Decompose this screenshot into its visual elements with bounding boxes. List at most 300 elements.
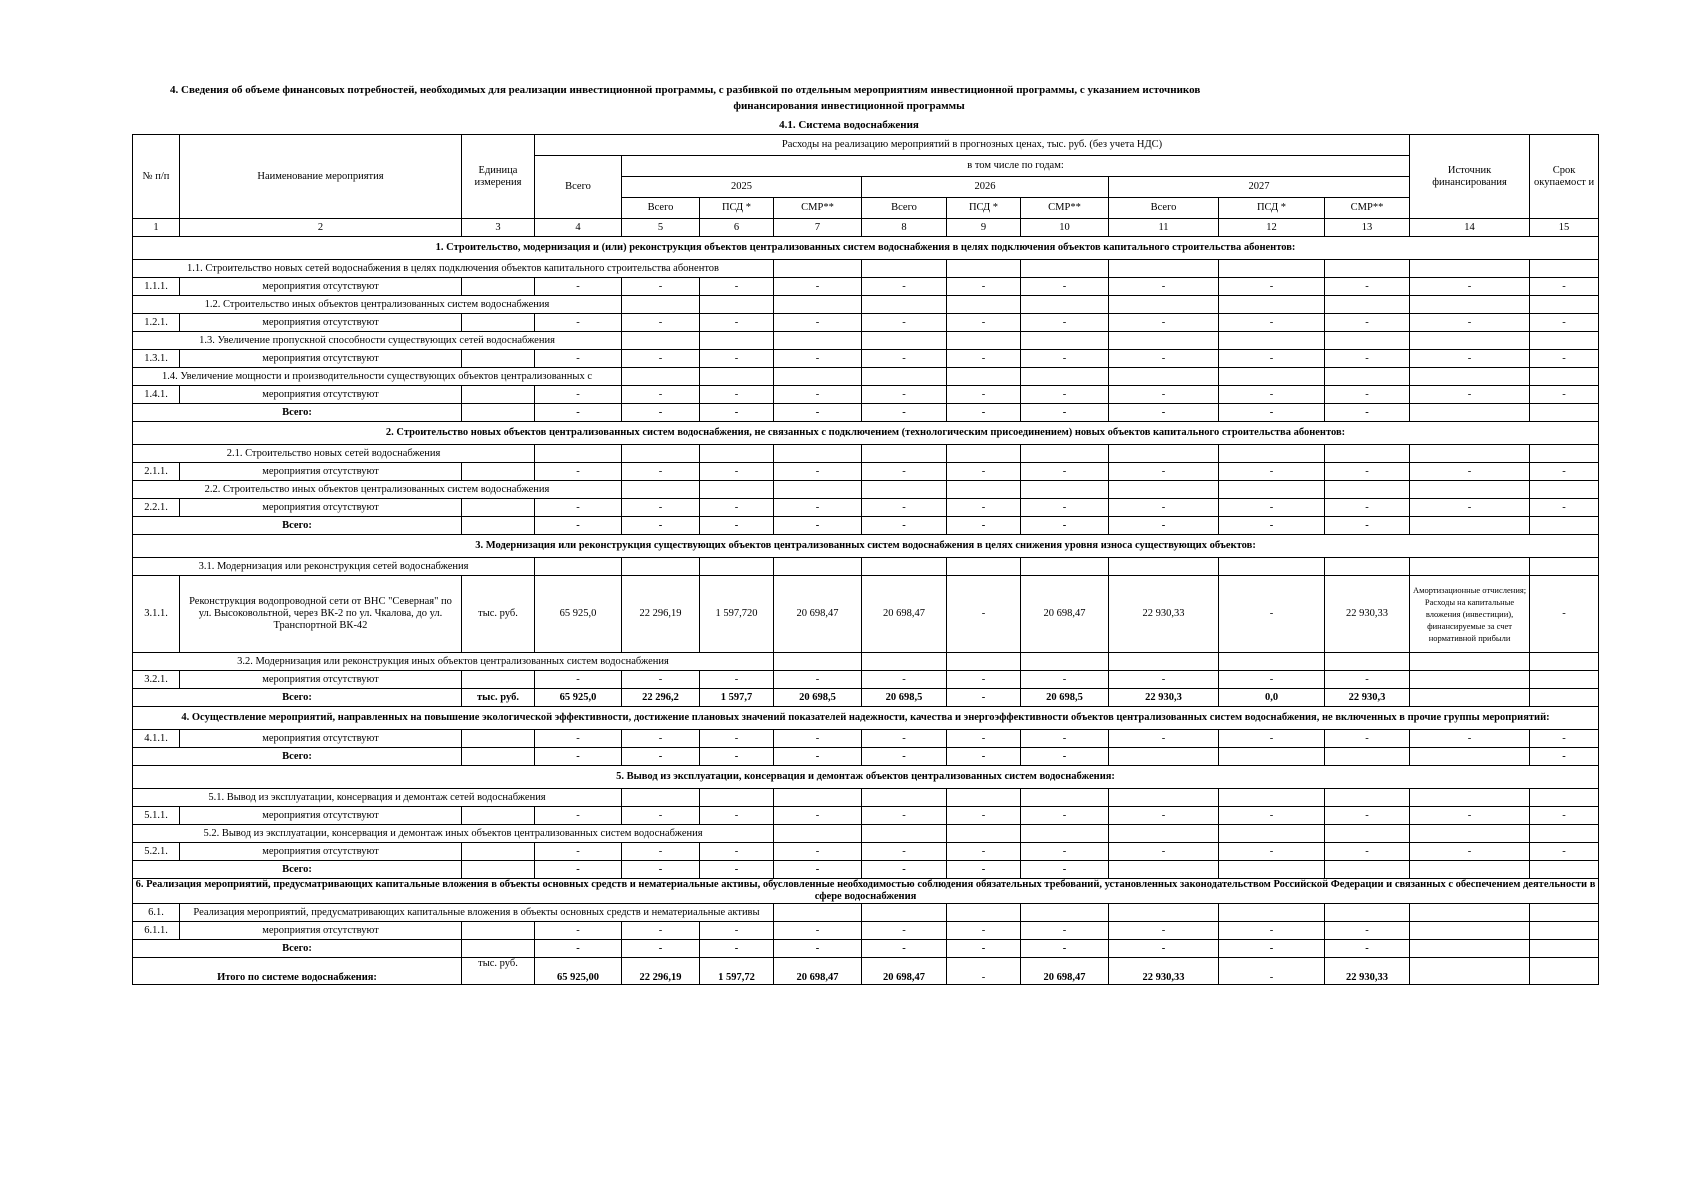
row-name: Реконструкция водопроводной сети от ВНС "Северная" по ул. Высоковольтной, через ВК-2 по ул. Чкалова, до ул. Транспортной ВК-42 xyxy=(180,576,462,653)
total-label: Всего: xyxy=(133,748,462,766)
empty-value-dash: - xyxy=(1325,463,1410,481)
header-sub: ПСД * xyxy=(700,198,774,219)
header-sub: СМР** xyxy=(1325,198,1410,219)
empty-value-dash: - xyxy=(535,748,622,766)
col-number: 9 xyxy=(947,219,1021,237)
row-number: 2.2.1. xyxy=(133,499,180,517)
total-label: Всего: xyxy=(133,940,462,958)
subsection-title: 1.4. Увеличение мощности и производительности существующих объектов централизованных с xyxy=(133,368,622,386)
empty-value-dash: - xyxy=(622,517,700,535)
empty-value-dash: - xyxy=(1021,517,1109,535)
row-number: 6.1. xyxy=(133,904,180,922)
empty-value-dash: - xyxy=(862,730,947,748)
empty-value-dash: - xyxy=(947,314,1021,332)
col-number: 5 xyxy=(622,219,700,237)
row-name: мероприятия отсутствуют xyxy=(180,350,462,368)
header-sub: Всего xyxy=(862,198,947,219)
empty-value-dash: - xyxy=(862,748,947,766)
empty-value-dash: - xyxy=(1021,386,1109,404)
row-name: мероприятия отсутствуют xyxy=(180,807,462,825)
subsection-title: 3.1. Модернизация или реконструкция сетей водоснабжения xyxy=(133,558,535,576)
empty-value-dash: - xyxy=(947,922,1021,940)
total-label: Всего: xyxy=(133,517,462,535)
empty-value-dash: - xyxy=(1410,386,1530,404)
empty-value-dash: - xyxy=(862,861,947,879)
empty-value-dash: - xyxy=(947,671,1021,689)
table-row xyxy=(133,386,1599,404)
empty-value-dash: - xyxy=(1109,350,1219,368)
empty-value-dash: - xyxy=(1325,386,1410,404)
empty-value-dash: - xyxy=(862,671,947,689)
value-cell: 1 597,720 xyxy=(700,576,774,653)
empty-value-dash: - xyxy=(1219,499,1325,517)
empty-value-dash: - xyxy=(774,861,862,879)
value-cell: 1 597,7 xyxy=(700,689,774,707)
empty-value-dash: - xyxy=(622,922,700,940)
empty-value-dash: - xyxy=(535,940,622,958)
subsection-row xyxy=(133,825,1599,843)
empty-value-dash: - xyxy=(1109,314,1219,332)
empty-value-dash: - xyxy=(774,314,862,332)
empty-value-dash: - xyxy=(1109,463,1219,481)
subsection-title: 1.1. Строительство новых сетей водоснабжения в целях подключения объектов капитального строительства абонентов xyxy=(133,260,774,278)
empty-value-dash: - xyxy=(700,278,774,296)
empty-value-dash: - xyxy=(622,404,700,422)
empty-value-dash: - xyxy=(1109,922,1219,940)
empty-value-dash: - xyxy=(622,278,700,296)
empty-value-dash: - xyxy=(535,278,622,296)
empty-value-dash: - xyxy=(535,807,622,825)
table-row xyxy=(133,499,1599,517)
empty-value-dash: - xyxy=(1021,350,1109,368)
empty-value-dash: - xyxy=(622,314,700,332)
empty-value-dash: - xyxy=(1021,922,1109,940)
subsection-row xyxy=(133,789,1599,807)
empty-value-dash: - xyxy=(1530,843,1599,861)
empty-value-dash: - xyxy=(1219,386,1325,404)
section-row xyxy=(133,707,1599,730)
table-row xyxy=(133,730,1599,748)
empty-value-dash: - xyxy=(947,940,1021,958)
empty-value-dash: - xyxy=(947,517,1021,535)
row-name: мероприятия отсутствуют xyxy=(180,386,462,404)
row-number: 2.1.1. xyxy=(133,463,180,481)
empty-value-dash: - xyxy=(1219,940,1325,958)
empty-value-dash: - xyxy=(947,730,1021,748)
empty-value-dash: - xyxy=(862,463,947,481)
subsection-title: 3.2. Модернизация или реконструкция иных объектов централизованных систем водоснабжения xyxy=(133,653,774,671)
header-year: 2027 xyxy=(1109,177,1410,198)
empty-value-dash: - xyxy=(1410,350,1530,368)
row-unit: тыс. руб. xyxy=(462,576,535,653)
table-row xyxy=(133,314,1599,332)
value-cell: 20 698,47 xyxy=(1021,576,1109,653)
col-number: 11 xyxy=(1109,219,1219,237)
empty-value-dash: - xyxy=(1410,463,1530,481)
empty-value-dash: - xyxy=(535,386,622,404)
empty-value-dash: - xyxy=(774,730,862,748)
empty-value-dash: - xyxy=(700,350,774,368)
header-costs: Расходы на реализацию мероприятий в прогнозных ценах, тыс. руб. (без учета НДС) xyxy=(535,135,1410,156)
empty-value-dash: - xyxy=(1530,350,1599,368)
empty-value-dash: - xyxy=(1325,499,1410,517)
empty-value-dash: - xyxy=(1530,748,1599,766)
value-cell: 22 296,19 xyxy=(622,958,700,985)
value-cell: 65 925,0 xyxy=(535,689,622,707)
row-number: 1.1.1. xyxy=(133,278,180,296)
empty-value-dash: - xyxy=(700,843,774,861)
section-row xyxy=(133,237,1599,260)
empty-value-dash: - xyxy=(700,748,774,766)
empty-value-dash: - xyxy=(1021,278,1109,296)
table-row xyxy=(133,350,1599,368)
empty-value-dash: - xyxy=(1410,843,1530,861)
empty-value-dash: - xyxy=(774,748,862,766)
row-name: мероприятия отсутствуют xyxy=(180,499,462,517)
empty-value-dash: - xyxy=(1021,940,1109,958)
empty-value-dash: - xyxy=(700,940,774,958)
empty-value-dash: - xyxy=(1219,730,1325,748)
table-row xyxy=(133,463,1599,481)
empty-value-dash: - xyxy=(535,861,622,879)
empty-value-dash: - xyxy=(1219,404,1325,422)
empty-value-dash: - xyxy=(622,861,700,879)
empty-value-dash: - xyxy=(622,671,700,689)
subsection-row xyxy=(133,904,1599,922)
header-source: Источник финансирования xyxy=(1410,135,1530,219)
empty-value-dash: - xyxy=(947,386,1021,404)
empty-value-dash: - xyxy=(1109,278,1219,296)
section-6-title: 6. Реализация мероприятий, предусматривающих капитальные вложения в объекты основных средств и нематериальные активы, обусловленные необходимостью соблюдения обязательных требований, установленных законодательством Российской Федерации и связанных с обеспечением деятельности в сфере водоснабжения xyxy=(133,879,1599,904)
col-number: 10 xyxy=(1021,219,1109,237)
total-row xyxy=(133,861,1599,879)
empty-value-dash: - xyxy=(622,730,700,748)
empty-value-dash: - xyxy=(1530,314,1599,332)
header-by-years: в том числе по годам: xyxy=(622,156,1410,177)
empty-value-dash: - xyxy=(535,350,622,368)
empty-value-dash: - xyxy=(535,843,622,861)
subsection-title: Реализация мероприятий, предусматривающих капитальные вложения в объекты основных средств и нематериальные активы xyxy=(180,904,774,922)
document-title-continuation: финансирования инвестиционной программы xyxy=(733,100,965,112)
subsection-title: 1.3. Увеличение пропускной способности существующих сетей водоснабжения xyxy=(133,332,622,350)
value-cell: 22 296,19 xyxy=(622,576,700,653)
empty-value-dash: - xyxy=(1109,807,1219,825)
grand-total-unit: тыс. руб. xyxy=(462,958,535,985)
empty-value-dash: - xyxy=(862,499,947,517)
empty-value-dash: - xyxy=(1021,671,1109,689)
empty-value-dash: - xyxy=(1325,671,1410,689)
empty-value-dash: - xyxy=(774,350,862,368)
header-year: 2026 xyxy=(862,177,1109,198)
empty-value-dash: - xyxy=(1021,843,1109,861)
empty-value-dash: - xyxy=(774,386,862,404)
header-sub: СМР** xyxy=(774,198,862,219)
value-cell: - xyxy=(1219,576,1325,653)
value-cell: 65 925,00 xyxy=(535,958,622,985)
total-row xyxy=(133,517,1599,535)
empty-value-dash: - xyxy=(774,807,862,825)
row-number: 3.1.1. xyxy=(133,576,180,653)
empty-value-dash: - xyxy=(1325,350,1410,368)
empty-value-dash: - xyxy=(622,386,700,404)
value-cell: 22 930,33 xyxy=(1109,576,1219,653)
empty-value-dash: - xyxy=(862,940,947,958)
row-number: 6.1.1. xyxy=(133,922,180,940)
value-cell: 20 698,47 xyxy=(1021,958,1109,985)
empty-value-dash: - xyxy=(947,843,1021,861)
financing-source: Амортизационные отчисления; Расходы на капитальные вложения (инвестиции), финансируемые за счет нормативной прибыли xyxy=(1410,576,1530,653)
value-cell: 20 698,47 xyxy=(862,576,947,653)
empty-value-dash: - xyxy=(1325,922,1410,940)
empty-value-dash: - xyxy=(774,278,862,296)
subsection-title: 1.2. Строительство иных объектов централизованных систем водоснабжения xyxy=(133,296,622,314)
header-num: № п/п xyxy=(133,135,180,219)
empty-value-dash: - xyxy=(862,843,947,861)
empty-value-dash: - xyxy=(947,748,1021,766)
empty-value-dash: - xyxy=(1325,940,1410,958)
empty-value-dash: - xyxy=(1021,807,1109,825)
empty-value-dash: - xyxy=(535,730,622,748)
col-number: 4 xyxy=(535,219,622,237)
empty-value-dash: - xyxy=(1109,940,1219,958)
empty-value-dash: - xyxy=(862,922,947,940)
empty-value-dash: - xyxy=(774,463,862,481)
empty-value-dash: - xyxy=(1410,278,1530,296)
section-row xyxy=(133,766,1599,789)
section-row xyxy=(133,422,1599,445)
subsection-row xyxy=(133,653,1599,671)
empty-value-dash: - xyxy=(535,517,622,535)
table-row xyxy=(133,278,1599,296)
row-number: 1.2.1. xyxy=(133,314,180,332)
empty-value-dash: - xyxy=(1219,463,1325,481)
column-numbers-row xyxy=(133,219,1599,237)
empty-value-dash: - xyxy=(774,940,862,958)
empty-value-dash: - xyxy=(947,499,1021,517)
section-row xyxy=(133,535,1599,558)
empty-value-dash: - xyxy=(700,730,774,748)
col-number: 2 xyxy=(180,219,462,237)
empty-value-dash: - xyxy=(862,278,947,296)
total-label: Всего: xyxy=(133,404,462,422)
empty-value-dash: - xyxy=(1021,861,1109,879)
col-number: 14 xyxy=(1410,219,1530,237)
empty-value-dash: - xyxy=(1219,807,1325,825)
col-number: 7 xyxy=(774,219,862,237)
empty-value-dash: - xyxy=(1219,922,1325,940)
empty-value-dash: - xyxy=(774,843,862,861)
empty-value-dash: - xyxy=(1325,517,1410,535)
empty-value-dash: - xyxy=(700,861,774,879)
empty-value-dash: - xyxy=(1325,843,1410,861)
table-row xyxy=(133,807,1599,825)
empty-value-dash: - xyxy=(700,922,774,940)
total-unit: тыс. руб. xyxy=(462,689,535,707)
empty-value-dash: - xyxy=(1109,730,1219,748)
empty-value-dash: - xyxy=(535,314,622,332)
section-subtitle: 4.1. Система водоснабжения xyxy=(779,119,919,131)
empty-value-dash: - xyxy=(622,843,700,861)
header-row xyxy=(133,135,1599,156)
col-number: 8 xyxy=(862,219,947,237)
empty-value-dash: - xyxy=(622,940,700,958)
grand-total-row xyxy=(133,958,1599,985)
table-row xyxy=(133,843,1599,861)
empty-value-dash: - xyxy=(622,350,700,368)
row-name: мероприятия отсутствуют xyxy=(180,922,462,940)
row-name: мероприятия отсутствуют xyxy=(180,314,462,332)
value-cell: 22 930,33 xyxy=(1109,958,1219,985)
empty-value-dash: - xyxy=(1325,404,1410,422)
empty-value-dash: - xyxy=(947,463,1021,481)
header-sub: ПСД * xyxy=(947,198,1021,219)
empty-value-dash: - xyxy=(1109,843,1219,861)
subsection-title: 5.2. Вывод из эксплуатации, консервация и демонтаж иных объектов централизованных систем водоснабжения xyxy=(133,825,774,843)
section-row xyxy=(133,879,1599,904)
value-cell: 22 930,33 xyxy=(1325,576,1410,653)
empty-value-dash: - xyxy=(622,748,700,766)
value-cell: 65 925,0 xyxy=(535,576,622,653)
empty-value-dash: - xyxy=(700,386,774,404)
empty-value-dash: - xyxy=(774,517,862,535)
value-cell: 22 296,2 xyxy=(622,689,700,707)
empty-value-dash: - xyxy=(535,463,622,481)
empty-value-dash: - xyxy=(1109,499,1219,517)
empty-value-dash: - xyxy=(622,807,700,825)
total-label: Всего: xyxy=(133,689,462,707)
section-1-title: 1. Строительство, модернизация и (или) реконструкция объектов централизованных систем водоснабжения в целях подключения объектов капитального строительства абонентов: xyxy=(133,237,1599,260)
value-cell: 1 597,72 xyxy=(700,958,774,985)
value-cell: 22 930,3 xyxy=(1325,689,1410,707)
row-name: мероприятия отсутствуют xyxy=(180,843,462,861)
empty-value-dash: - xyxy=(700,517,774,535)
value-cell: 0,0 xyxy=(1219,689,1325,707)
row-number: 5.1.1. xyxy=(133,807,180,825)
header-sub: СМР** xyxy=(1021,198,1109,219)
empty-value-dash: - xyxy=(1410,499,1530,517)
value-cell: - xyxy=(1219,958,1325,985)
empty-value-dash: - xyxy=(1219,278,1325,296)
empty-value-dash: - xyxy=(700,463,774,481)
empty-value-dash: - xyxy=(862,807,947,825)
empty-value-dash: - xyxy=(700,314,774,332)
empty-value-dash: - xyxy=(1325,278,1410,296)
empty-value-dash: - xyxy=(1219,671,1325,689)
grand-total-label: Итого по системе водоснабжения: xyxy=(133,958,462,985)
subsection-row xyxy=(133,558,1599,576)
empty-value-dash: - xyxy=(700,499,774,517)
empty-value-dash: - xyxy=(1530,463,1599,481)
header-payback: Срок окупаемост и xyxy=(1530,135,1599,219)
empty-value-dash: - xyxy=(1219,350,1325,368)
section-3-title: 3. Модернизация или реконструкция существующих объектов централизованных систем водоснабжения в целях снижения уровня износа существующих объектов: xyxy=(133,535,1599,558)
empty-value-dash: - xyxy=(535,671,622,689)
empty-value-dash: - xyxy=(1021,730,1109,748)
section-4-title: 4. Осуществление мероприятий, направленных на повышение экологической эффективности, достижение плановых значений показателей надежности, качества и энергоэффективности объектов централизованных систем водоснабжения, не включенных в прочие группы мероприятий: xyxy=(133,707,1599,730)
subsection-title: 2.1. Строительство новых сетей водоснабжения xyxy=(133,445,535,463)
value-cell: 20 698,5 xyxy=(862,689,947,707)
empty-value-dash: - xyxy=(1021,404,1109,422)
empty-value-dash: - xyxy=(1021,748,1109,766)
header-unit: Единица измерения xyxy=(462,135,535,219)
section-5-title: 5. Вывод из эксплуатации, консервация и демонтаж объектов централизованных систем водоснабжения: xyxy=(133,766,1599,789)
empty-value-dash: - xyxy=(1021,463,1109,481)
empty-value-dash: - xyxy=(862,350,947,368)
empty-value-dash: - xyxy=(1410,314,1530,332)
col-number: 3 xyxy=(462,219,535,237)
col-number: 12 xyxy=(1219,219,1325,237)
empty-value-dash: - xyxy=(1410,807,1530,825)
empty-value-dash: - xyxy=(1219,517,1325,535)
empty-value-dash: - xyxy=(774,499,862,517)
subsection-row xyxy=(133,296,1599,314)
table-row xyxy=(133,576,1599,653)
empty-value-dash: - xyxy=(1530,386,1599,404)
total-row xyxy=(133,940,1599,958)
value-cell: 22 930,33 xyxy=(1325,958,1410,985)
subsection-row xyxy=(133,445,1599,463)
total-row xyxy=(133,748,1599,766)
empty-value-dash: - xyxy=(774,671,862,689)
empty-value-dash: - xyxy=(862,517,947,535)
col-number: 13 xyxy=(1325,219,1410,237)
table-row xyxy=(133,671,1599,689)
value-cell: - xyxy=(947,689,1021,707)
empty-value-dash: - xyxy=(947,807,1021,825)
empty-value-dash: - xyxy=(1109,671,1219,689)
header-sub: ПСД * xyxy=(1219,198,1325,219)
row-name: мероприятия отсутствуют xyxy=(180,730,462,748)
empty-value-dash: - xyxy=(700,404,774,422)
value-cell: 20 698,5 xyxy=(774,689,862,707)
row-number: 1.4.1. xyxy=(133,386,180,404)
empty-value-dash: - xyxy=(862,314,947,332)
header-sub: Всего xyxy=(1109,198,1219,219)
value-cell: 22 930,3 xyxy=(1109,689,1219,707)
empty-value-dash: - xyxy=(1219,314,1325,332)
value-cell: 20 698,47 xyxy=(862,958,947,985)
financing-table xyxy=(132,134,1599,985)
empty-value-dash: - xyxy=(1109,517,1219,535)
row-name: мероприятия отсутствуют xyxy=(180,463,462,481)
empty-value-dash: - xyxy=(774,922,862,940)
empty-value-dash: - xyxy=(1530,730,1599,748)
table-row xyxy=(133,922,1599,940)
value-cell: 20 698,5 xyxy=(1021,689,1109,707)
row-number: 5.2.1. xyxy=(133,843,180,861)
empty-value-dash: - xyxy=(862,404,947,422)
empty-value-dash: - xyxy=(1325,314,1410,332)
row-name: мероприятия отсутствуют xyxy=(180,671,462,689)
col-number: 1 xyxy=(133,219,180,237)
empty-value-dash: - xyxy=(947,278,1021,296)
empty-value-dash: - xyxy=(1021,314,1109,332)
empty-value-dash: - xyxy=(700,671,774,689)
subsection-title: 2.2. Строительство иных объектов централизованных систем водоснабжения xyxy=(133,481,622,499)
total-label: Всего: xyxy=(133,861,462,879)
header-name: Наименование мероприятия xyxy=(180,135,462,219)
row-number: 1.3.1. xyxy=(133,350,180,368)
header-sub: Всего xyxy=(622,198,700,219)
value-cell: - xyxy=(947,576,1021,653)
empty-value-dash: - xyxy=(1325,730,1410,748)
subsection-row xyxy=(133,332,1599,350)
total-row xyxy=(133,404,1599,422)
header-total: Всего xyxy=(535,156,622,219)
empty-value-dash: - xyxy=(1410,730,1530,748)
col-number: 15 xyxy=(1530,219,1599,237)
empty-value-dash: - xyxy=(1021,499,1109,517)
